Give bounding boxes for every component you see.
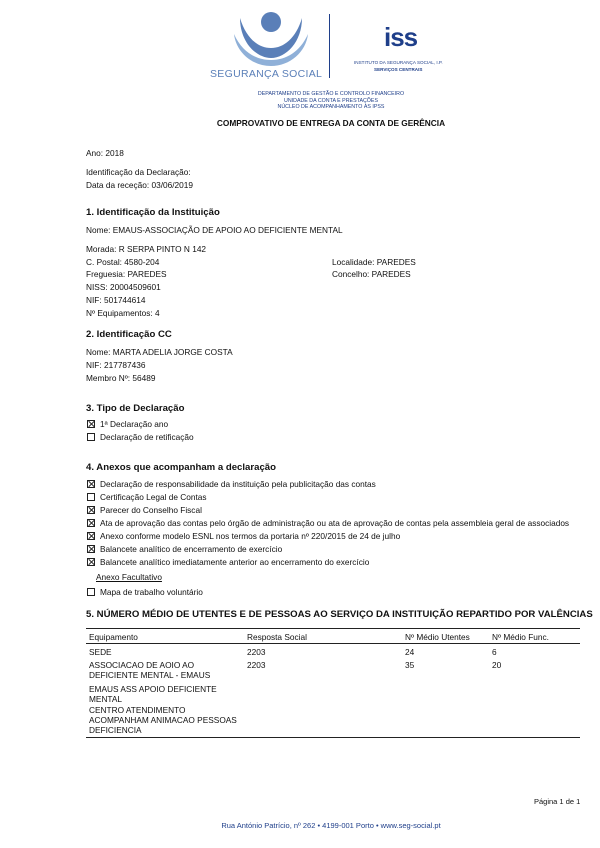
seguranca-social-logo <box>210 12 338 82</box>
nucleus-line: NÚCLEO DE ACOMPANHAMENTO ÀS IPSS <box>277 104 385 110</box>
page-number: Página 1 de 1 <box>534 797 581 806</box>
declaration-type-0-checkbox[interactable] <box>87 420 95 428</box>
section-3-title: 3. Tipo de Declaração <box>86 403 185 414</box>
cell-avg-users: 35 <box>405 660 415 670</box>
cell-avg-staff: 20 <box>492 660 502 670</box>
institution-name: Nome: EMAUS-ASSOCIAÇÃO DE APOIO AO DEFICIENTE MENTAL <box>86 225 343 235</box>
cell-avg-staff: 6 <box>492 647 497 657</box>
table-header-rule <box>86 643 580 644</box>
equipment-count: Nº Equipamentos: 4 <box>86 308 160 318</box>
annex-4-label: Anexo conforme modelo ESNL nos termos da portaria nº 220/2015 de 24 de julho <box>100 531 401 541</box>
annex-6-label: Balancete analítico imediatamente anterior ao encerramento do exercício <box>100 557 370 567</box>
cell-social-response: 2203 <box>247 660 266 670</box>
cell-equipment: SEDE <box>89 647 112 657</box>
table-top-rule <box>86 628 580 629</box>
year-field: Ano: 2018 <box>86 148 124 158</box>
cell-equipment: EMAUS ASS APOIO DEFICIENTE MENTAL <box>89 684 217 704</box>
institution-address: Morada: R SERPA PINTO N 142 <box>86 244 207 254</box>
section-5-title: 5. NÚMERO MÉDIO DE UTENTES E DE PESSOAS AO SERVIÇO DA INSTITUIÇÃO REPARTIDO POR VALÊNCIAS <box>86 609 593 620</box>
annex-4-checkbox[interactable] <box>87 532 95 540</box>
seguranca-social-emblem-icon <box>226 12 316 68</box>
annex-0-checkbox[interactable] <box>87 480 95 488</box>
table-bottom-rule <box>86 737 580 738</box>
annex-3-checkbox[interactable] <box>87 519 95 527</box>
col-header-avg-users: Nº Médio Utentes <box>405 632 470 642</box>
parish: Freguesia: PAREDES <box>86 269 167 279</box>
postal-code: C. Postal: 4580-204 <box>86 257 160 267</box>
cc-name: Nome: MARTA ADELIA JORGE COSTA <box>86 347 233 357</box>
annex-1-label: Certificação Legal de Contas <box>100 492 207 502</box>
reception-date-field: Data da receção: 03/06/2019 <box>86 180 194 190</box>
declaration-type-1-checkbox[interactable] <box>87 433 95 441</box>
seguranca-social-wordmark: SEGURANÇA SOCIAL <box>210 68 323 80</box>
annex-2-checkbox[interactable] <box>87 506 95 514</box>
annex-1-checkbox[interactable] <box>87 493 95 501</box>
iss-name-line: INSTITUTO DA SEGURANÇA SOCIAL, I.P. <box>354 60 443 65</box>
col-header-social-response: Resposta Social <box>247 632 307 642</box>
annex-2-label: Parecer do Conselho Fiscal <box>100 505 202 515</box>
document-title: COMPROVATIVO DE ENTREGA DA CONTA DE GERÊNCIA <box>216 118 446 128</box>
department-block <box>211 91 451 111</box>
unit-line: UNIDADE DA CONTA E PRESTAÇÕES <box>284 97 378 104</box>
section-2-title: 2. Identificação CC <box>86 329 172 340</box>
cc-nif: NIF: 217787436 <box>86 360 146 370</box>
annex-6-checkbox[interactable] <box>87 558 95 566</box>
cell-equipment: ASSOCIACAO DE AOIO AO DEFICIENTE MENTAL - EMAUS <box>89 660 211 680</box>
declaration-type-1-label: Declaração de retificação <box>100 432 194 442</box>
section-1-title: 1. Identificação da Instituição <box>86 207 220 218</box>
annex-0-label: Declaração de responsabilidade da instituição pela publicitação das contas <box>100 479 376 489</box>
section-4-title: 4. Anexos que acompanham a declaração <box>86 462 276 473</box>
cell-social-response: 2203 <box>247 647 266 657</box>
iss-letters: iss <box>384 22 418 52</box>
annex-5-label: Balancete analítico de encerramento de exercício <box>100 544 283 554</box>
iss-services-line: SERVIÇOS CENTRAIS <box>374 67 423 72</box>
declaration-type-0-label: 1ª Declaração ano <box>100 419 169 429</box>
optional-annex-0-label: Mapa de trabalho voluntário <box>100 587 203 597</box>
footer-address: Rua António Patrício, nº 262 • 4199-001 Porto • www.seg-social.pt <box>221 821 441 830</box>
cc-member-number: Membro Nº: 56489 <box>86 373 156 383</box>
cell-equipment: CENTRO ATENDIMENTO ACOMPANHAM ANIMACAO PESSOAS DEFICIENCIA <box>89 705 237 735</box>
optional-annex-title: Anexo Facultativo <box>96 572 162 582</box>
iss-logo <box>354 22 443 82</box>
logo-divider <box>329 14 330 78</box>
municipality: Concelho: PAREDES <box>332 269 411 279</box>
nif-field: NIF: 501744614 <box>86 295 146 305</box>
annex-5-checkbox[interactable] <box>87 545 95 553</box>
declaration-id-field: Identificação da Declaração: <box>86 167 191 177</box>
department-line: DEPARTAMENTO DE GESTÃO E CONTROLO FINANCEIRO <box>257 91 405 97</box>
niss-field: NISS: 20004509601 <box>86 282 161 292</box>
col-header-equipment: Equipamento <box>89 632 138 642</box>
optional-annex-0-checkbox[interactable] <box>87 588 95 596</box>
locality: Localidade: PAREDES <box>332 257 416 267</box>
annex-3-label: Ata de aprovação das contas pelo órgão de administração ou ata de aprovação de contas pela assembleia geral de associados <box>100 518 570 528</box>
cell-avg-users: 24 <box>405 647 415 657</box>
col-header-avg-staff: Nº Médio Func. <box>492 632 549 642</box>
